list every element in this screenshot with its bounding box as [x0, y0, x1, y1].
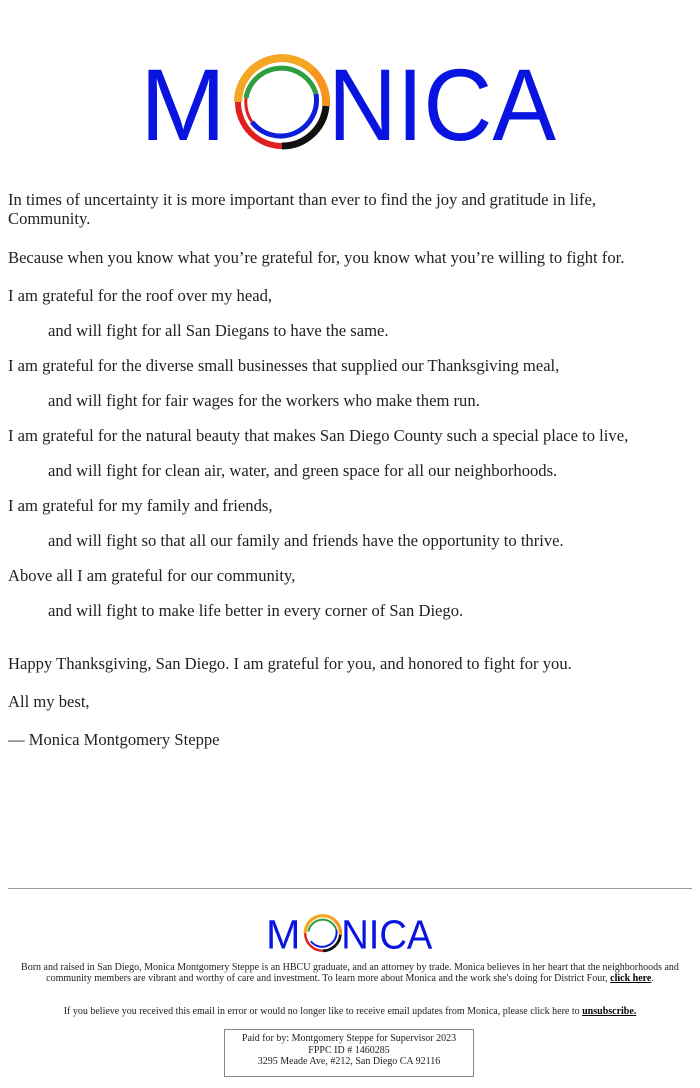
logo-ring-icon [238, 58, 326, 146]
address-line: 3295 Meade Ave, #212, San Diego CA 92116 [257, 1056, 441, 1067]
logo-letter-m: M [140, 48, 226, 154]
footer-unsubscribe [0, 1006, 700, 1017]
paragraph-signature: — Monica Montgomery Steppe [8, 730, 220, 749]
footer-divider [8, 888, 692, 889]
paid-for-line: Paid for by: Montgomery Steppe for Supervisor 2023 [241, 1033, 457, 1044]
paragraph-roof-fight: and will fight for all San Diegans to have the same. [48, 321, 389, 340]
paragraph-community-fight: and will fight to make life better in every corner of San Diego. [48, 601, 464, 620]
paragraph-roof: I am grateful for the roof over my head, [8, 286, 273, 305]
logo-letters-nica: NICA [328, 48, 556, 154]
paragraph-intro: In times of uncertainty it is more important than ever to find the joy and gratitude in life, Community. [8, 190, 597, 228]
footer-bio-text: Born and raised in San Diego, Monica Montgomery Steppe is an HBCU graduate, and an attorney by trade. Monica believes in her heart that the neighborhoods and community members are vibrant and worthy of care and investment. To learn more about Monica and the work she's doing for District Four, [21, 962, 679, 984]
footer-bio-end: . [651, 973, 654, 984]
footer-bio [20, 962, 680, 984]
paragraph-family: I am grateful for my family and friends, [8, 496, 273, 515]
paragraph-thanksgiving: Happy Thanksgiving, San Diego. I am grateful for you, and honored to fight for you. [8, 654, 572, 673]
footer-logo-letters-nica: NICA [341, 911, 434, 954]
header-logo [0, 44, 700, 154]
unsubscribe-link[interactable]: unsubscribe. [582, 1006, 637, 1017]
footer-logo [0, 910, 700, 954]
footer-logo-letter-m: M [266, 911, 301, 954]
paragraph-beauty-fight: and will fight for clean air, water, and green space for all our neighborhoods. [48, 461, 558, 480]
paragraph-because: Because when you know what you’re grateful for, you know what you’re willing to fight for. [8, 248, 625, 267]
paragraph-businesses: I am grateful for the diverse small businesses that supplied our Thanksgiving meal, [8, 356, 560, 375]
paid-for-box [224, 1029, 474, 1077]
paragraph-sign-off: All my best, [8, 692, 90, 711]
paragraph-community: Above all I am grateful for our community, [8, 566, 296, 585]
paragraph-businesses-fight: and will fight for fair wages for the workers who make them run. [48, 391, 480, 410]
paragraph-family-fight: and will fight so that all our family and friends have the opportunity to thrive. [48, 531, 564, 550]
fppc-id-line: FPPC ID # 1460285 [308, 1044, 390, 1056]
monica-logo [140, 44, 560, 154]
footer-logo-ring-icon [305, 916, 340, 951]
monica-logo-small [259, 910, 441, 954]
paragraph-beauty: I am grateful for the natural beauty that makes San Diego County such a special place to live, [8, 426, 629, 445]
click-here-link[interactable]: click here [610, 973, 652, 984]
footer-unsub-text: If you believe you received this email in error or would no longer like to receive email updates from Monica, please click here to [63, 1006, 583, 1017]
